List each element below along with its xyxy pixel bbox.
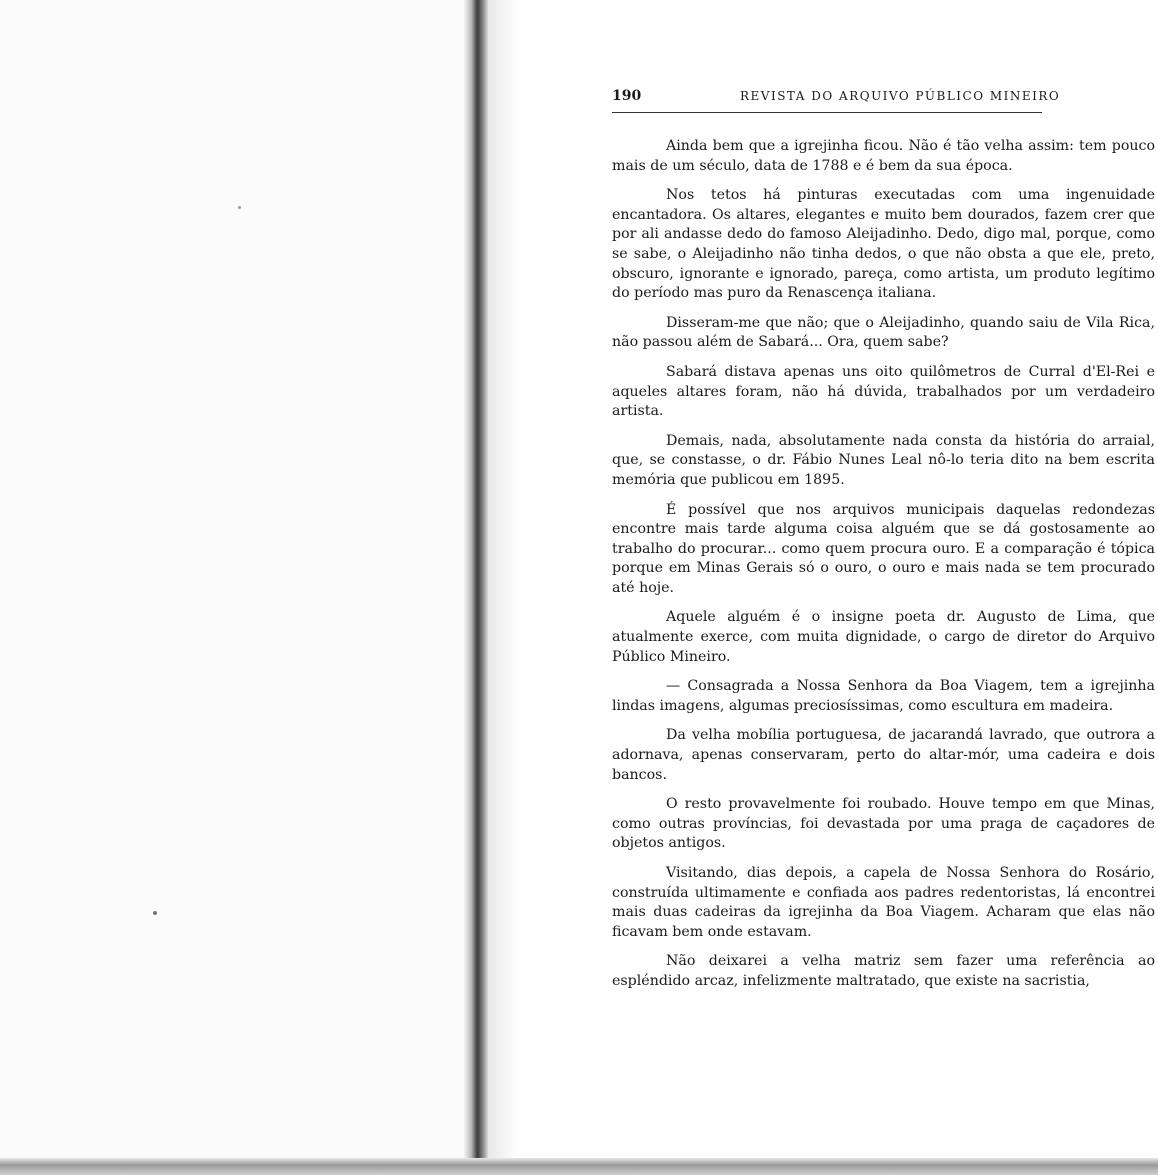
paragraph-10: O resto provavelmente foi roubado. Houve tempo em que Minas, como outras províncias, foi devastada por uma praga de caçadores de objetos antigos. bbox=[612, 796, 1155, 852]
paragraph-11: Visitando, dias depois, a capela de Nossa Senhora do Rosário, construída ultimamente e confiada aos padres redentoristas, lá encontrei mais duas cadeiras da igrejinha da Boa Viagem. Acharam que elas não ficavam bem onde estavam. bbox=[612, 865, 1155, 940]
paragraph-6: É possível que nos arquivos municipais daquelas redondezas encontre mais tarde alguma coisa alguém que se dá gostosamente ao trabalho do procurar... como quem procura ouro. E a comparação é tópica porque em Minas Gerais só o ouro, o ouro e mais nada se tem procurado até hoje. bbox=[612, 501, 1155, 596]
right-page bbox=[612, 88, 1155, 1002]
paragraph-4: Sabará distava apenas uns oito quilômetros de Curral d'El-Rei e aqueles altares foram, não há dúvida, trabalhados por um verdadeiro artista. bbox=[612, 363, 1155, 420]
paper-speck bbox=[153, 911, 157, 915]
paragraph-3: Disseram-me que não; que o Aleijadinho, quando saiu de Vila Rica, não passou além de Sabará... Ora, quem sabe? bbox=[612, 314, 1155, 351]
paper-speck bbox=[238, 206, 241, 209]
paragraph-8: — Consagrada a Nossa Senhora da Boa Viagem, tem a igrejinha lindas imagens, algumas preciosíssimas, como escultura em madeira. bbox=[612, 678, 1155, 714]
paragraph-1: Ainda bem que a igrejinha ficou. Não é tão velha assim: tem pouco mais de um século, data de 1788 e é bem da sua época. bbox=[612, 138, 1155, 174]
running-title: REVISTA DO ARQUIVO PÚBLICO MINEIRO bbox=[740, 89, 1061, 103]
gutter-shadow bbox=[478, 0, 518, 1175]
page-header bbox=[612, 88, 1155, 110]
left-blank-page bbox=[0, 0, 470, 1175]
paragraph-7: Aquele alguém é o insigne poeta dr. Augusto de Lima, que atualmente exerce, com muita dignidade, o cargo de diretor do Arquivo Público Mineiro. bbox=[612, 609, 1155, 665]
page-number: 190 bbox=[612, 88, 642, 104]
paragraph-2: Nos tetos há pinturas executadas com uma ingenuidade encantadora. Os altares, elegantes e muito bem dourados, fazem crer que por ali andasse dedo do famoso Aleijadinho. Dedo, digo mal, porque, como se sabe, o Aleijadinho não tinha dedos, o que não obsta a que ele, preto, obscuro, ignorante e ignorado, pareça, como artista, um produto legítimo do período mas puro da Renascença italiana. bbox=[612, 187, 1155, 302]
paragraph-12: Não deixarei a velha matriz sem fazer uma referência ao espléndido arcaz, infelizmente maltratado, que existe na sacristia, bbox=[612, 953, 1155, 989]
body-text bbox=[612, 137, 1155, 992]
paragraph-5: Demais, nada, absolutamente nada consta da história do arraial, que, se constasse, o dr. Fábio Nunes Leal nô-lo teria dito na bem escrita memória que publicou em 1895. bbox=[612, 432, 1155, 488]
header-rule bbox=[612, 112, 1042, 113]
paragraph-9: Da velha mobília portuguesa, de jacarandá lavrado, que outrora a adornava, apenas conservaram, perto do altar-mór, uma cadeira e dois bancos. bbox=[612, 727, 1155, 783]
page-bottom-edge bbox=[0, 1158, 1158, 1175]
